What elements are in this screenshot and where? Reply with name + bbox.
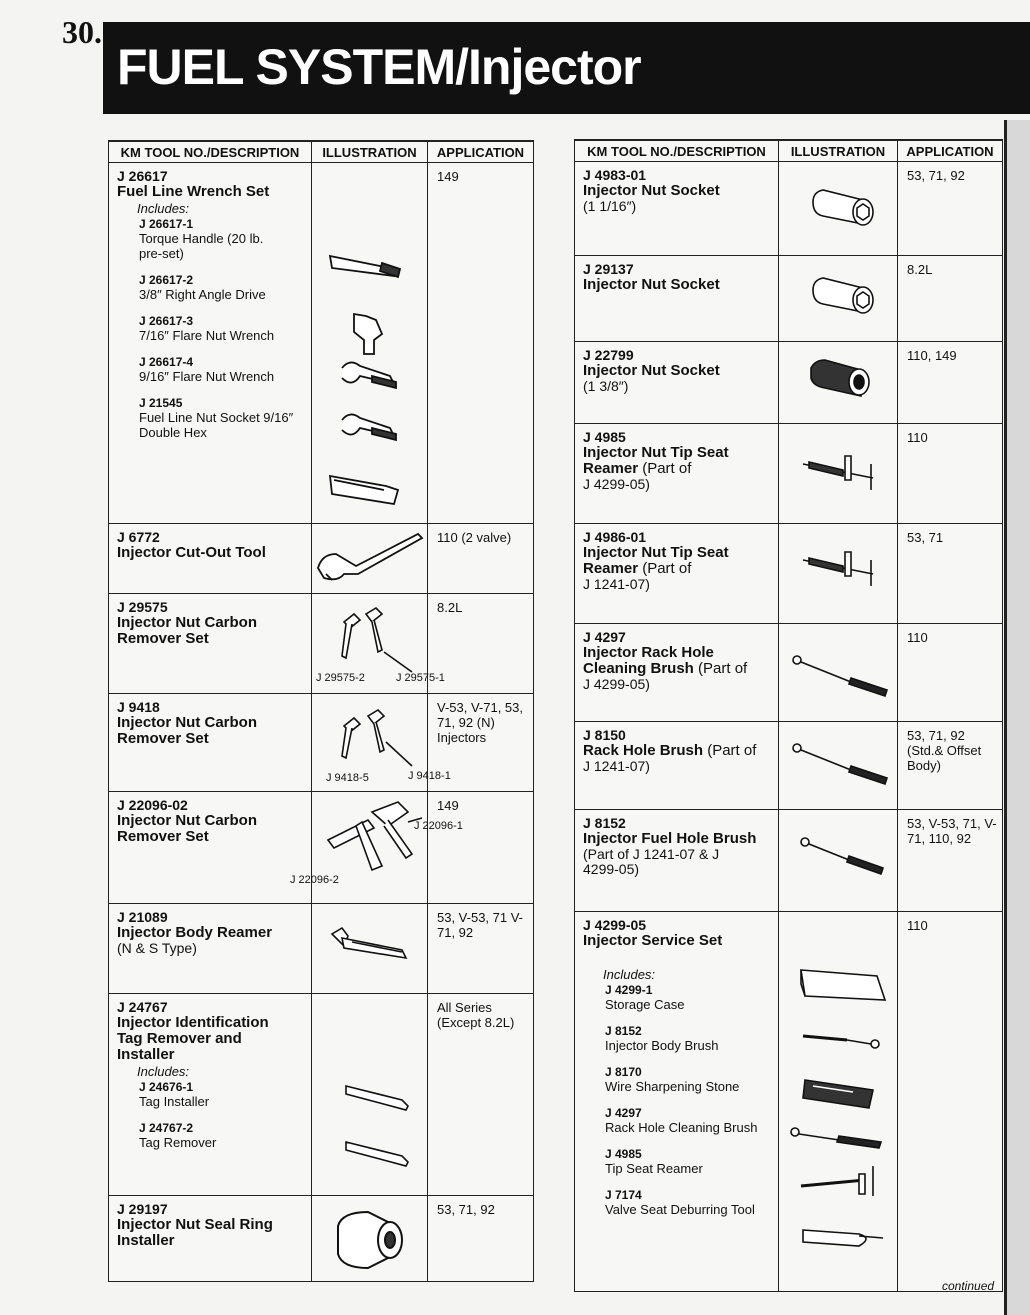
tool-number: J 29137 bbox=[583, 261, 634, 277]
table-row bbox=[109, 163, 534, 524]
body-reamer-illustration bbox=[312, 904, 428, 988]
tool-table-right bbox=[574, 139, 1003, 1292]
application: 53, 71 bbox=[898, 524, 1003, 624]
tool-number: J 24767 bbox=[117, 999, 168, 1015]
tool-number: J 8152 bbox=[583, 815, 626, 831]
component-desc: Rack Hole Cleaning Brush bbox=[605, 1120, 758, 1135]
component-desc: Wire Sharpening Stone bbox=[605, 1079, 740, 1094]
page-title: FUEL SYSTEM/Injector bbox=[117, 39, 641, 95]
application: V-53, V-71, 53, 71, 92 (N) Injectors bbox=[428, 694, 534, 792]
table-row bbox=[109, 1196, 534, 1282]
seal-ring-installer-illustration bbox=[312, 1196, 428, 1276]
component-desc: Fuel Line Nut Socket 9/16″ Double Hex bbox=[139, 410, 294, 440]
tag-tool-illustration bbox=[312, 994, 428, 1190]
page-edge bbox=[1004, 120, 1030, 1315]
tool-name bbox=[583, 445, 743, 477]
includes-label: Includes: bbox=[137, 1064, 190, 1079]
tool-description bbox=[575, 912, 779, 1292]
table-row bbox=[109, 524, 534, 594]
component-desc: 3/8″ Right Angle Drive bbox=[139, 287, 266, 302]
tool-name: Injector Nut Carbon Remover Set bbox=[117, 614, 258, 647]
header-illustration: ILLUSTRATION bbox=[779, 140, 898, 162]
tool-description bbox=[575, 624, 779, 722]
callout-label: J 22096-1 bbox=[414, 820, 463, 832]
tool-description bbox=[109, 1196, 312, 1282]
component bbox=[605, 1065, 778, 1094]
component bbox=[139, 273, 311, 302]
tool-name: Injector Nut Socket bbox=[583, 276, 720, 293]
application: 110 bbox=[898, 912, 1003, 1292]
tool-number: J 4983-01 bbox=[583, 167, 647, 183]
component-number: J 24676-1 bbox=[139, 1080, 194, 1094]
brush-illustration bbox=[779, 810, 898, 906]
tool-name: Injector Identification Tag Remover and Installer bbox=[117, 1014, 269, 1063]
table-row bbox=[575, 722, 1003, 810]
application: 110, 149 bbox=[898, 342, 1003, 424]
component-number: J 4299-1 bbox=[605, 983, 653, 997]
illustration-cell bbox=[312, 694, 451, 792]
header-desc: KM TOOL NO./DESCRIPTION bbox=[575, 140, 779, 162]
header-illustration: ILLUSTRATION bbox=[312, 141, 428, 163]
tool-name: Injector Nut Seal Ring Installer bbox=[117, 1216, 273, 1249]
tool-description bbox=[109, 792, 312, 904]
tool-subtext: (Part of J 1241-07 & J 4299-05) bbox=[583, 846, 720, 877]
table-row bbox=[109, 594, 534, 694]
header-application: APPLICATION bbox=[428, 141, 534, 163]
illustration-cell bbox=[779, 624, 898, 722]
component bbox=[139, 355, 311, 384]
tool-table-left bbox=[108, 140, 534, 1282]
component-desc: Valve Seat Deburring Tool bbox=[605, 1202, 755, 1217]
component-desc: 7/16″ Flare Nut Wrench bbox=[139, 328, 275, 343]
cut-out-tool-illustration bbox=[312, 524, 428, 588]
table-row bbox=[109, 904, 534, 994]
callout-label: J 9418-5 bbox=[326, 772, 369, 784]
table-row bbox=[109, 694, 534, 792]
continued-note: continued bbox=[942, 1279, 995, 1293]
application: All Series (Except 8.2L) bbox=[428, 994, 534, 1196]
illustration-cell bbox=[312, 594, 445, 694]
tool-name: Fuel Line Wrench Set bbox=[117, 183, 270, 200]
tool-name: Injector Fuel Hole Brush bbox=[583, 830, 757, 847]
component bbox=[139, 1080, 311, 1109]
page-number: 30. bbox=[62, 14, 102, 50]
tool-subtext: (N & S Type) bbox=[117, 940, 197, 956]
table-row bbox=[109, 994, 534, 1196]
tool-name: Injector Nut Carbon Remover Set bbox=[117, 812, 258, 845]
service-set-illustration bbox=[779, 912, 898, 1286]
tool-part-of: (Part of bbox=[638, 560, 692, 577]
tool-number: J 29197 bbox=[117, 1201, 168, 1217]
tool-subtext: (1 1/16″) bbox=[583, 198, 637, 214]
title-banner bbox=[103, 22, 1030, 114]
tool-number: J 29575 bbox=[117, 599, 168, 615]
component-desc: Tip Seat Reamer bbox=[605, 1161, 703, 1176]
tool-name bbox=[583, 743, 778, 759]
application: 8.2L bbox=[428, 594, 534, 694]
component-number: J 8170 bbox=[605, 1065, 642, 1079]
component bbox=[605, 1106, 778, 1135]
application: 110 bbox=[898, 624, 1003, 722]
tool-number: J 21089 bbox=[117, 909, 168, 925]
tool-description bbox=[109, 994, 312, 1196]
table-row bbox=[575, 624, 1003, 722]
component-number: J 4985 bbox=[605, 1147, 642, 1161]
tool-name: Injector Body Reamer bbox=[117, 924, 273, 941]
tool-description bbox=[109, 594, 312, 694]
component bbox=[605, 1024, 778, 1053]
application: 53, 71, 92 bbox=[898, 162, 1003, 256]
tool-name: Injector Nut Socket bbox=[583, 182, 720, 199]
tool-number: J 9418 bbox=[117, 699, 160, 715]
tool-number: J 4297 bbox=[583, 629, 626, 645]
tool-name bbox=[583, 645, 763, 677]
illustration-cell bbox=[779, 342, 898, 424]
component bbox=[139, 1121, 311, 1150]
tool-subtext: J 4299-05) bbox=[583, 476, 650, 492]
brush-illustration bbox=[779, 722, 898, 804]
callout-label: J 22096-2 bbox=[290, 874, 339, 886]
illustration-cell bbox=[779, 424, 898, 524]
table-row bbox=[575, 162, 1003, 256]
tip-seat-reamer-illustration bbox=[779, 424, 898, 518]
table-row bbox=[575, 524, 1003, 624]
application: 53, V-53, 71 V-71, 92 bbox=[428, 904, 534, 994]
component bbox=[139, 217, 311, 261]
tool-name: Injector Cut-Out Tool bbox=[117, 544, 266, 561]
application: 110 (2 valve) bbox=[428, 524, 534, 594]
tool-name: Injector Nut Socket bbox=[583, 362, 720, 379]
tool-number: J 4299-05 bbox=[583, 917, 647, 933]
nut-socket-illustration bbox=[779, 342, 898, 418]
component-number: J 4297 bbox=[605, 1106, 642, 1120]
illustration-cell bbox=[312, 524, 428, 594]
component bbox=[605, 983, 778, 1012]
component-desc: Torque Handle (20 lb. pre-set) bbox=[139, 231, 264, 261]
callout-label: J 9418-1 bbox=[408, 770, 451, 782]
tool-description bbox=[109, 163, 312, 524]
tool-description bbox=[575, 722, 779, 810]
tool-part-of: (Part of bbox=[693, 660, 748, 677]
illustration-cell bbox=[779, 810, 898, 912]
application: 53, 71, 92 bbox=[428, 1196, 534, 1282]
tool-description bbox=[109, 524, 312, 594]
application: 149 bbox=[428, 792, 534, 904]
table-row bbox=[575, 342, 1003, 424]
tool-name-text: Injector Rack Hole Cleaning Brush bbox=[583, 644, 714, 677]
component bbox=[139, 314, 311, 343]
illustration-cell bbox=[312, 994, 428, 1196]
illustration-cell bbox=[779, 162, 898, 256]
component-number: J 26617-1 bbox=[139, 217, 194, 231]
includes-label: Includes: bbox=[603, 967, 656, 982]
component-number: J 26617-4 bbox=[139, 355, 194, 369]
tool-number: J 26617 bbox=[117, 168, 168, 184]
tool-subtext: J 1241-07) bbox=[583, 758, 650, 774]
tool-subtext: J 4299-05) bbox=[583, 676, 650, 692]
tool-description bbox=[575, 162, 779, 256]
table-row bbox=[575, 424, 1003, 524]
component-number: J 26617-3 bbox=[139, 314, 194, 328]
application: 110 bbox=[898, 424, 1003, 524]
tool-description bbox=[109, 694, 312, 792]
application: 8.2L bbox=[898, 256, 1003, 342]
fuel-line-wrench-set-illustration bbox=[312, 168, 428, 518]
tool-name bbox=[583, 545, 743, 577]
tool-description bbox=[109, 904, 312, 994]
component bbox=[605, 1147, 778, 1176]
table-row bbox=[575, 256, 1003, 342]
component-desc: Storage Case bbox=[605, 997, 685, 1012]
illustration-cell bbox=[312, 904, 428, 994]
callout-label: J 29575-1 bbox=[396, 672, 445, 684]
application: 149 bbox=[428, 163, 534, 524]
tool-subtext: J 1241-07) bbox=[583, 576, 650, 592]
illustration-cell bbox=[779, 912, 898, 1292]
component-number: J 21545 bbox=[139, 396, 183, 410]
table-row bbox=[575, 810, 1003, 912]
component-desc: 9/16″ Flare Nut Wrench bbox=[139, 369, 275, 384]
tool-part-of: (Part of bbox=[703, 742, 757, 759]
component bbox=[139, 396, 311, 440]
tool-description bbox=[575, 424, 779, 524]
tool-number: J 6772 bbox=[117, 529, 160, 545]
tool-name: Injector Service Set bbox=[583, 932, 723, 949]
tool-description bbox=[575, 810, 779, 912]
component-number: J 8152 bbox=[605, 1024, 642, 1038]
component-desc: Injector Body Brush bbox=[605, 1038, 719, 1053]
header-desc: KM TOOL NO./DESCRIPTION bbox=[109, 141, 312, 163]
tool-description bbox=[575, 256, 779, 342]
component-desc: Tag Remover bbox=[139, 1135, 217, 1150]
tool-number: J 8150 bbox=[583, 727, 626, 743]
component-desc: Tag Installer bbox=[139, 1094, 210, 1109]
table-row bbox=[575, 912, 1003, 1292]
includes-label: Includes: bbox=[137, 201, 190, 216]
tool-number: J 22799 bbox=[583, 347, 634, 363]
application: 53, V-53, 71, V-71, 110, 92 bbox=[898, 810, 1003, 912]
component bbox=[605, 1188, 778, 1217]
tool-name-text: Injector Nut Tip Seat Reamer bbox=[583, 444, 729, 477]
brush-illustration bbox=[779, 624, 898, 716]
tool-description bbox=[575, 342, 779, 424]
tool-name: Injector Nut Carbon Remover Set bbox=[117, 714, 258, 747]
application: 53, 71, 92 (Std.& Offset Body) bbox=[898, 722, 1003, 810]
illustration-cell bbox=[312, 1196, 428, 1282]
tool-number: J 22096-02 bbox=[117, 797, 188, 813]
tool-description bbox=[575, 524, 779, 624]
header-application: APPLICATION bbox=[898, 140, 1003, 162]
illustration-cell bbox=[779, 722, 898, 810]
tool-name-text: Rack Hole Brush bbox=[583, 742, 704, 759]
tip-seat-reamer-illustration bbox=[779, 524, 898, 618]
tool-subtext: (1 3/8″) bbox=[583, 378, 629, 394]
tool-name-text: Injector Nut Tip Seat Reamer bbox=[583, 544, 729, 577]
component-number: J 26617-2 bbox=[139, 273, 194, 287]
table-row bbox=[109, 792, 534, 904]
illustration-cell bbox=[312, 163, 428, 524]
component-number: J 24767-2 bbox=[139, 1121, 194, 1135]
tool-part-of: (Part of bbox=[638, 460, 692, 477]
component-number: J 7174 bbox=[605, 1188, 642, 1202]
illustration-cell bbox=[779, 256, 898, 342]
tool-number: J 4985 bbox=[583, 429, 626, 445]
nut-socket-illustration bbox=[779, 256, 898, 336]
tool-number: J 4986-01 bbox=[583, 529, 647, 545]
callout-label: J 29575-2 bbox=[316, 672, 365, 684]
nut-socket-illustration bbox=[779, 162, 898, 250]
illustration-cell bbox=[779, 524, 898, 624]
